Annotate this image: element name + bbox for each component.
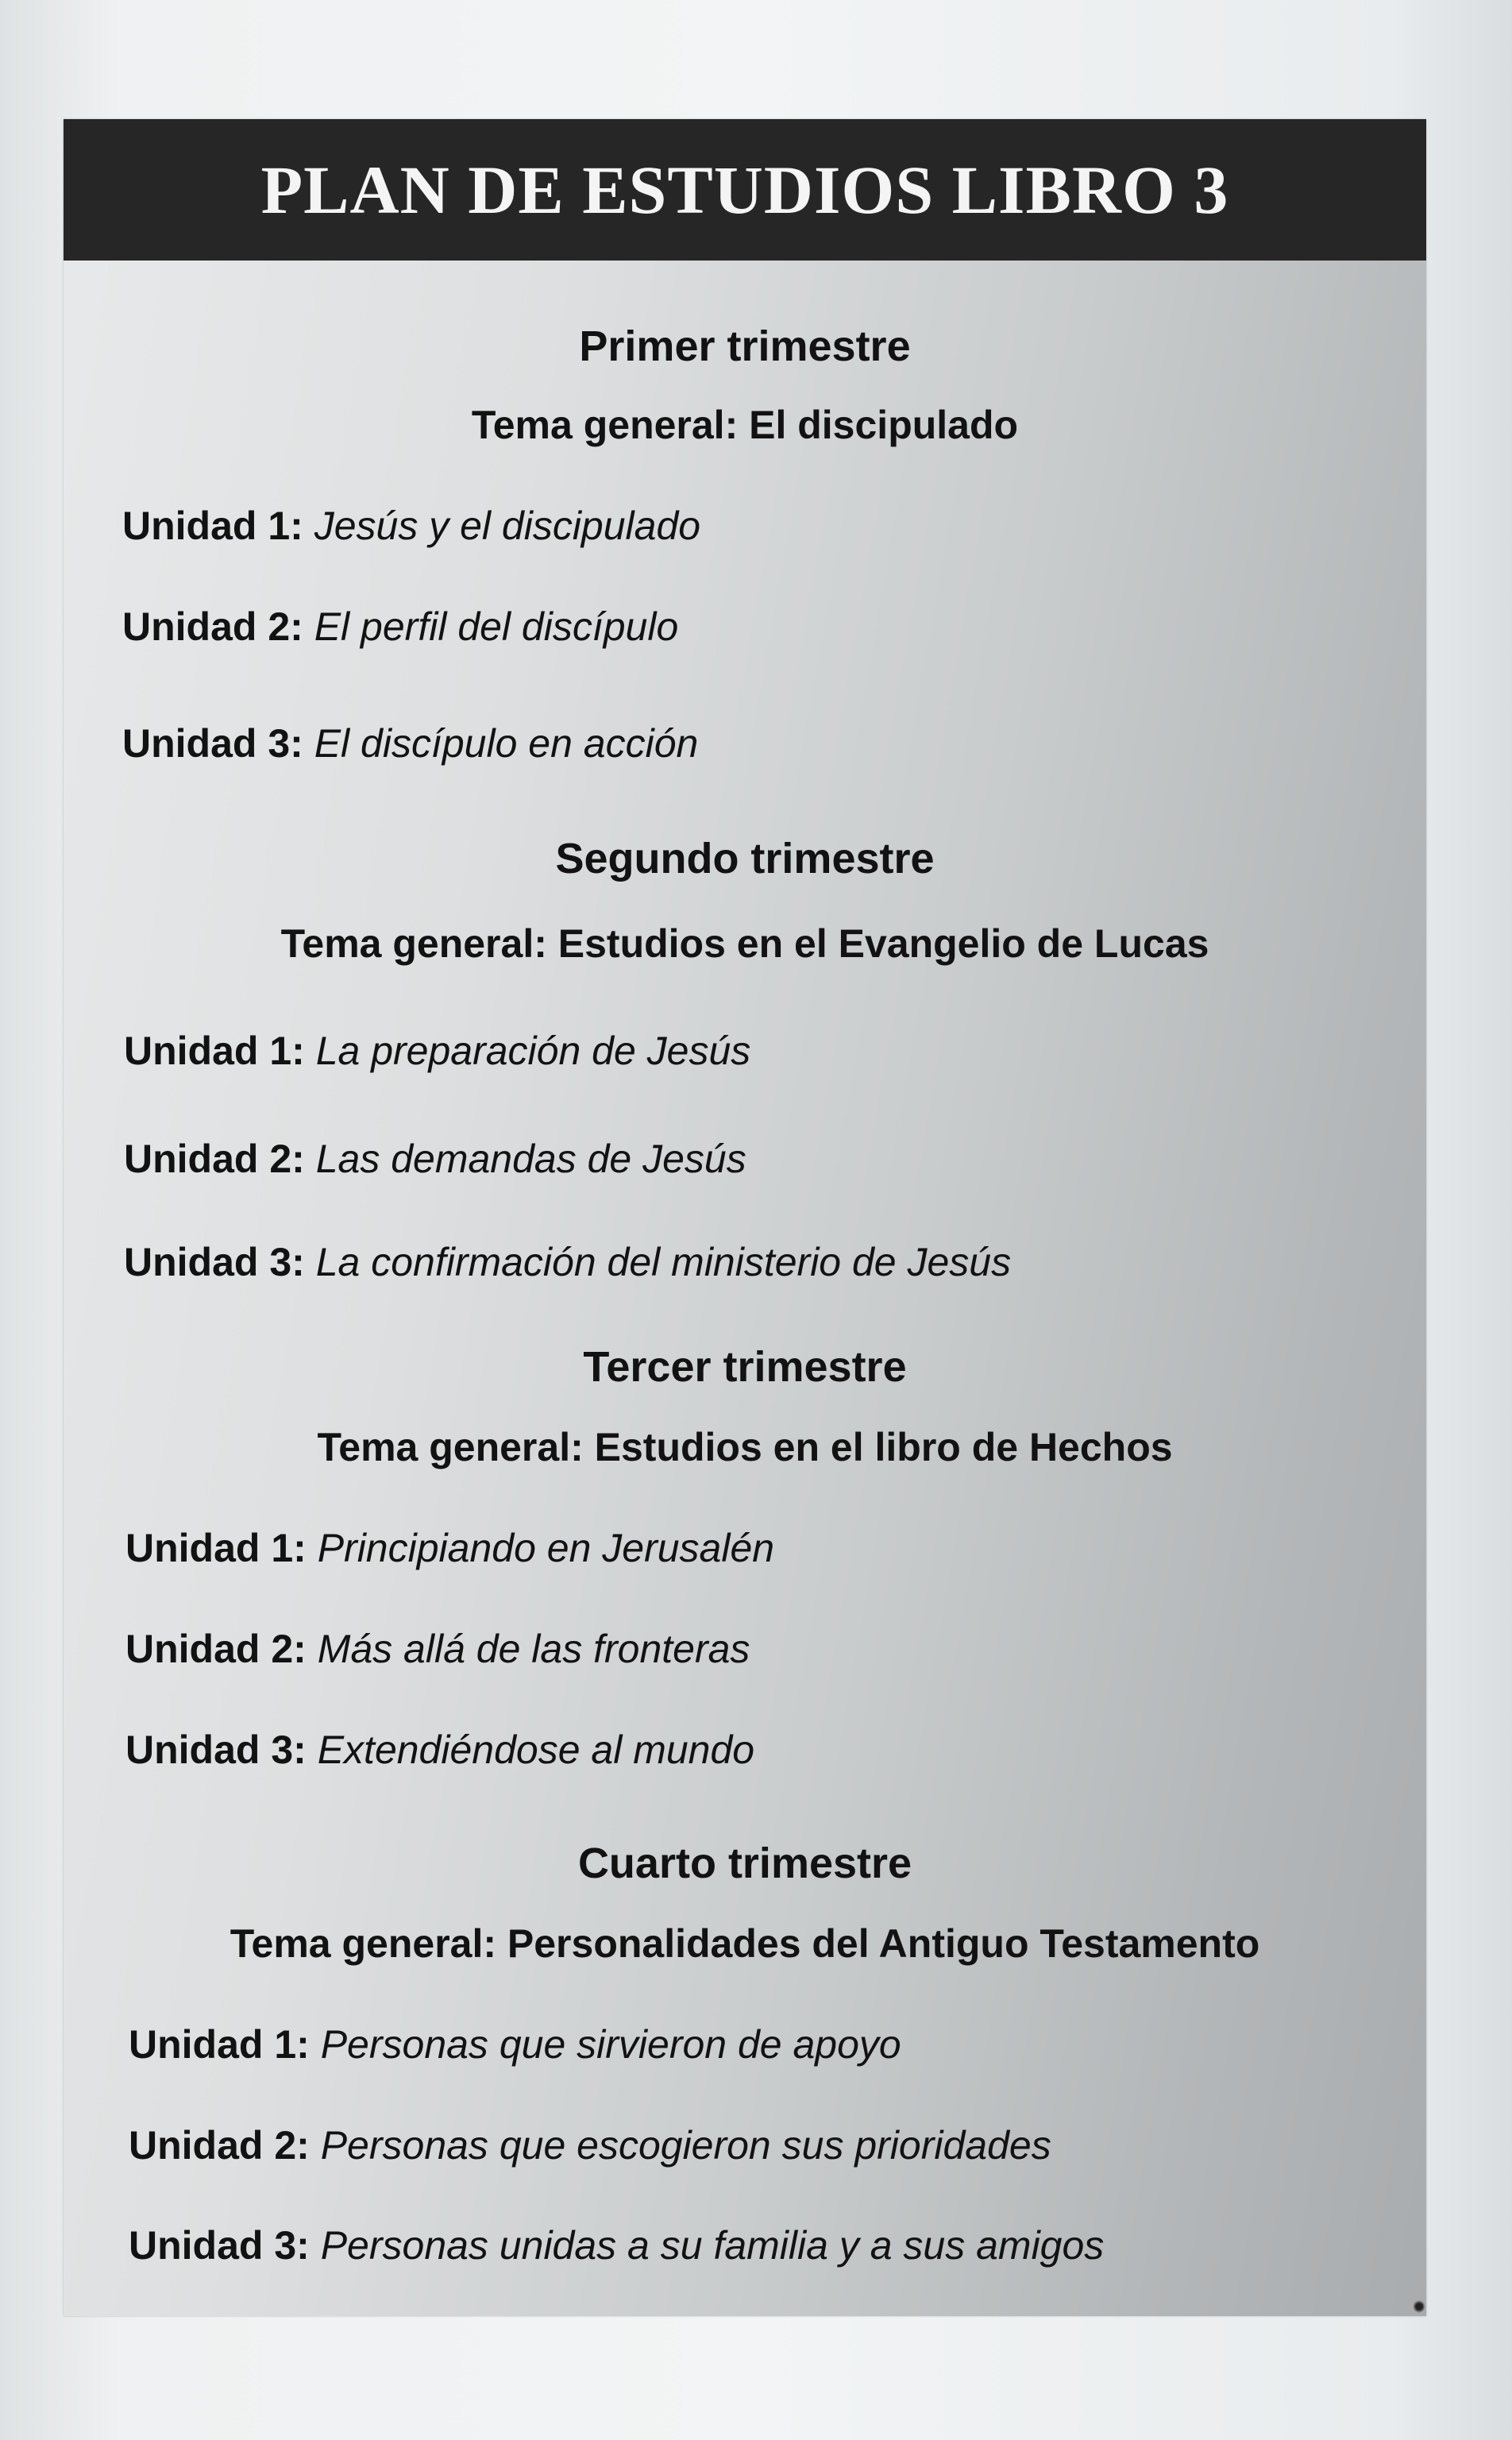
paper-speck (1414, 2299, 1425, 2314)
quarter-3-heading: Tercer trimestre (583, 1343, 907, 1391)
unit-title: Más allá de las fronteras (317, 1627, 750, 1671)
unit-label: Unidad 3: (122, 721, 303, 766)
quarter-1-theme: Tema general: El discipulado (471, 403, 1019, 447)
unit-label: Unidad 1: (129, 2022, 310, 2067)
quarter-3-unit-2 (125, 1626, 750, 1672)
unit-title: El discípulo en acción (314, 721, 699, 766)
unit-label: Unidad 2: (125, 1627, 307, 1671)
quarter-4-theme: Tema general: Personalidades del Antiguo Testamento (230, 1921, 1260, 1966)
quarter-4-unit-1 (129, 2021, 901, 2067)
unit-title: El perfil del discípulo (314, 604, 679, 649)
unit-title: Personas que escogieron sus prioridades (320, 2123, 1051, 2168)
page-title: PLAN DE ESTUDIOS LIBRO 3 (260, 152, 1229, 228)
quarter-2-unit-2 (124, 1136, 746, 1182)
unit-label: Unidad 3: (125, 1728, 307, 1772)
quarter-2-unit-1 (124, 1028, 750, 1074)
title-bar (64, 119, 1426, 261)
unit-title: Personas unidas a su familia y a sus amigos (320, 2223, 1105, 2268)
unit-label: Unidad 2: (124, 1137, 305, 1181)
unit-label: Unidad 1: (125, 1526, 307, 1570)
unit-label: Unidad 1: (122, 504, 303, 548)
quarter-2-theme: Tema general: Estudios en el Evangelio de Lucas (280, 921, 1209, 966)
quarter-4-unit-3 (129, 2222, 1104, 2268)
unit-title: Extendiéndose al mundo (317, 1728, 755, 1772)
unit-title: Personas que sirvieron de apoyo (320, 2022, 901, 2067)
quarter-1-unit-3 (122, 720, 698, 766)
unit-label: Unidad 2: (122, 604, 303, 649)
quarter-4-heading: Cuarto trimestre (577, 1840, 912, 1887)
quarter-2-unit-3 (124, 1239, 1011, 1285)
quarter-4-unit-2 (129, 2122, 1051, 2168)
unit-label: Unidad 1: (124, 1029, 305, 1073)
unit-title: Las demandas de Jesús (315, 1137, 746, 1181)
unit-label: Unidad 3: (129, 2223, 310, 2268)
unit-title: La confirmación del ministerio de Jesús (315, 1240, 1012, 1284)
quarter-1-heading: Primer trimestre (579, 322, 911, 370)
quarter-1-unit-2 (122, 604, 678, 650)
study-plan-panel (64, 119, 1426, 2316)
quarter-2-heading: Segundo trimestre (555, 835, 935, 882)
quarter-3-unit-3 (125, 1727, 754, 1773)
quarter-1-unit-1 (122, 503, 700, 549)
quarter-3-unit-1 (125, 1525, 774, 1571)
unit-label: Unidad 3: (124, 1240, 305, 1284)
unit-title: La preparación de Jesús (315, 1029, 751, 1073)
unit-label: Unidad 2: (129, 2123, 310, 2168)
unit-title: Jesús y el discipulado (314, 504, 701, 548)
unit-title: Principiando en Jerusalén (317, 1526, 775, 1570)
quarter-3-theme: Tema general: Estudios en el libro de Hechos (317, 1425, 1173, 1469)
